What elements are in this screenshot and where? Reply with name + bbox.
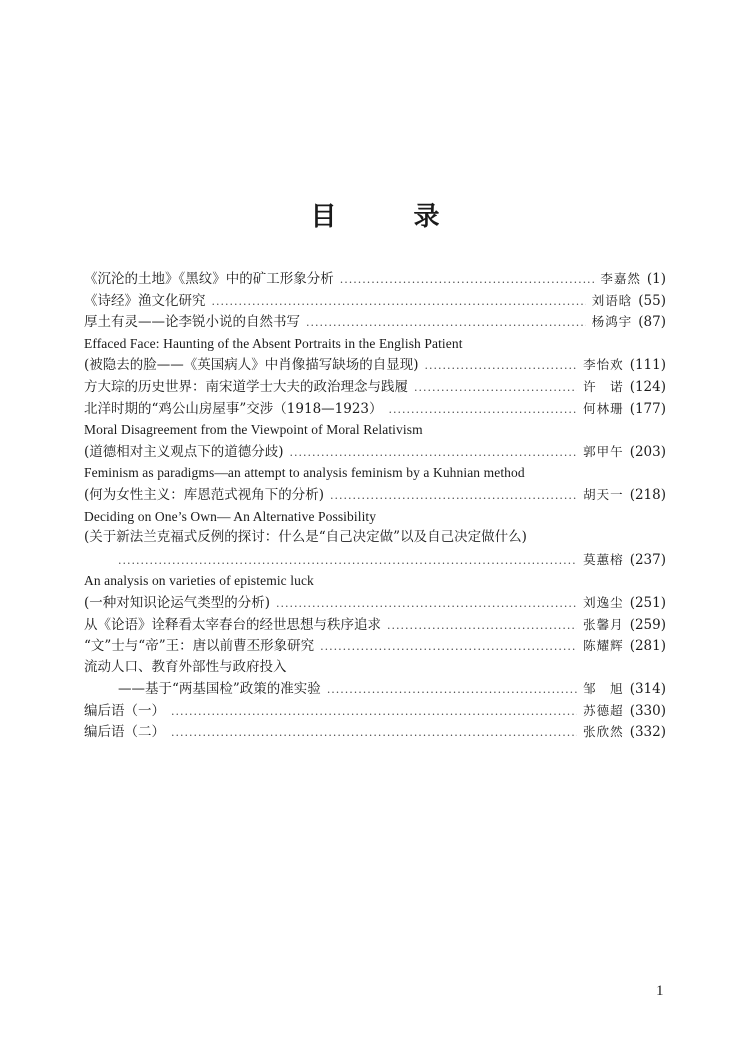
toc-entry-author: 刘语晗 [591,292,633,308]
toc-entry-page: (1) [646,271,666,287]
toc-entry[interactable] [84,441,666,463]
toc-entry-author: 苏德超 [583,702,624,718]
leader-dots [330,485,577,507]
toc-entry[interactable] [84,268,666,290]
toc-entry-page: (218) [629,486,666,503]
toc-entry-page: (251) [629,594,666,611]
toc-entry[interactable] [84,376,666,398]
toc-entry-author: 莫蕙榕 [583,551,624,567]
toc-entry-title: (一种对知识论运气类型的分析) [84,594,271,611]
toc-entry-page: (259) [629,616,666,633]
toc-entry-title-en: Moral Disagreement from the Viewpoint of Moral Relativism [84,422,423,438]
leader-dots [387,615,577,637]
toc-entry-title-en: An analysis on varieties of epistemic luck [84,573,314,589]
leader-dots [320,636,577,658]
toc-entry-page: (203) [629,443,666,460]
toc-entry-author: 李怡欢 [583,357,624,373]
toc-entry-author: 刘逸尘 [583,594,624,610]
toc-entry-title: 北洋时期的“鸡公山房屋事”交涉（1918—1923） [84,400,383,417]
leader-dots [118,550,577,572]
toc-entry-chinese-title[interactable] [84,527,666,549]
toc-entry[interactable] [84,398,666,420]
leader-dots [327,679,577,701]
leader-dots [389,399,578,421]
toc-entry[interactable] [84,484,666,506]
toc-entry[interactable] [84,635,666,657]
toc-entry-author: 陈耀辉 [583,638,624,654]
toc-entry-subtitle: ——基于“两基国检”政策的准实验 [118,681,321,698]
toc-entry-main-title[interactable] [84,657,666,679]
toc-entry-title: 《诗经》渔文化研究 [84,292,206,309]
toc-entry-page: (55) [638,292,666,309]
leader-dots [306,312,586,334]
toc-entry[interactable] [84,311,666,333]
toc-entry-title: 方大琮的历史世界：南宋道学士大夫的政治理念与践履 [84,378,408,395]
toc-entry[interactable] [84,614,666,636]
toc-entry-title-en: Feminism as paradigms—an attempt to analysis feminism by a Kuhnian method [84,465,525,481]
toc-entry[interactable] [84,592,666,614]
toc-entry[interactable] [84,549,666,571]
toc-entry-title: 编后语（一） [84,702,165,719]
leader-dots [290,442,578,464]
toc-entry-title: 流动人口、教育外部性与政府投入 [84,658,287,675]
toc-entry-title: 厚土有灵——论李锐小说的自然书写 [84,314,300,331]
toc-entry-author: 郭甲午 [583,443,624,459]
leader-dots [340,269,595,291]
page-number: 1 [656,983,664,999]
toc-entry[interactable] [84,721,666,743]
toc-entry-title-en: Effaced Face: Haunting of the Absent Portraits in the English Patient [84,335,463,351]
toc-entry-author: 杨鸿宇 [591,314,633,330]
toc-entry-title: “文”士与“帝”王：唐以前曹丕形象研究 [84,638,315,655]
leader-dots [212,291,586,313]
toc-entry-english-title[interactable] [84,506,666,528]
toc-entry-author: 胡天一 [583,486,624,502]
toc-entry[interactable] [84,354,666,376]
toc-entry-english-title[interactable] [84,419,666,441]
toc-entry-page: (332) [629,724,666,741]
toc-entry-page: (330) [629,702,666,719]
toc-entry-title: (道德相对主义观点下的道德分歧) [84,443,284,460]
toc-entry-author: 何林珊 [583,400,624,416]
toc-entry-page: (124) [629,378,666,395]
toc-entry-page: (177) [629,400,666,417]
leader-dots [425,355,578,377]
toc-entry-title: (被隐去的脸——《英国病人》中肖像描写缺场的自显现) [84,357,419,374]
toc-entry[interactable] [84,290,666,312]
toc-entry-title: (关于新法兰克福式反例的探讨：什么是“自己决定做”以及自己决定做什么) [84,529,527,546]
toc-entry-author: 许 诺 [583,378,624,394]
toc-entry-english-title[interactable] [84,570,666,592]
table-of-contents [84,268,666,743]
leader-dots [171,722,577,744]
toc-entry[interactable] [84,700,666,722]
toc-entry-author: 邹 旭 [583,681,624,697]
toc-entry-title: 从《论语》诠释看太宰春台的经世思想与秩序追求 [84,616,381,633]
toc-entry-author: 张馨月 [583,616,624,632]
toc-entry-page: (111) [629,357,666,374]
toc-entry-page: (237) [629,551,666,568]
toc-entry-title-en: Deciding on One’s Own— An Alternative Possibility [84,508,377,524]
toc-entry-english-title[interactable] [84,462,666,484]
leader-dots [414,377,577,399]
toc-entry-title: 《沉沦的土地》《黑纹》中的矿工形象分析 [84,271,334,287]
leader-dots [171,701,577,723]
toc-entry-page: (281) [629,638,666,655]
toc-entry-author: 李嘉然 [600,271,641,286]
toc-entry-english-title[interactable] [84,333,666,355]
toc-entry-title: 编后语（二） [84,724,165,741]
toc-entry-author: 张欣然 [583,724,624,740]
toc-entry-page: (314) [629,681,666,698]
page-title: 目 录 [310,202,474,232]
leader-dots [276,593,577,615]
toc-entry-page: (87) [638,314,666,331]
toc-entry[interactable] [84,678,666,700]
toc-entry-title: (何为女性主义：库恩范式视角下的分析) [84,486,325,503]
